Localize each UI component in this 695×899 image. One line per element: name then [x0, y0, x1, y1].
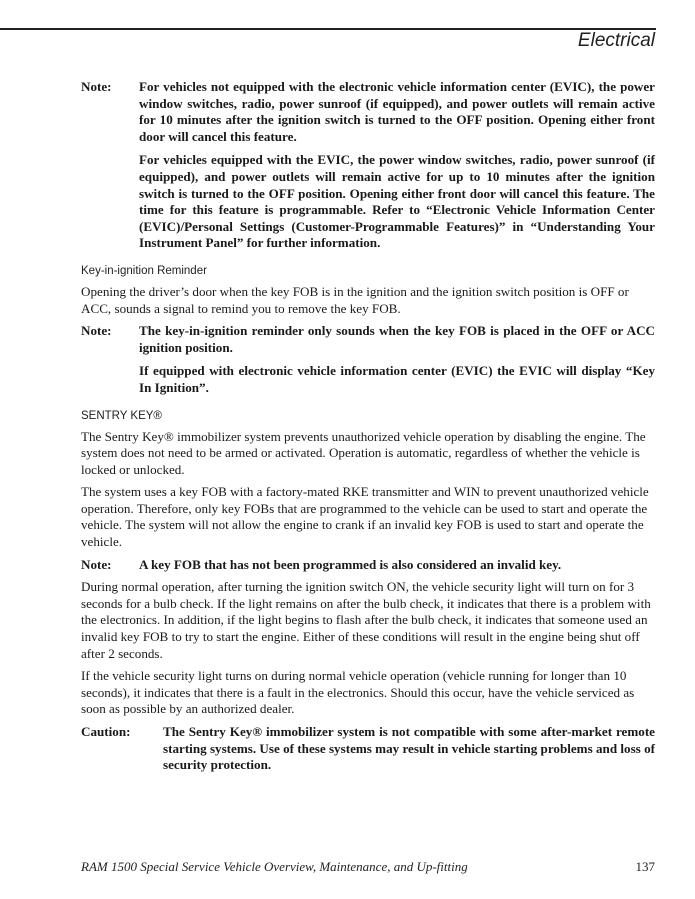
note-text-continued: If equipped with electronic vehicle information center (EVIC) the EVIC will display “Key In Ignition”.	[139, 363, 655, 395]
section-title: Electrical	[577, 30, 655, 51]
note-text-continued: For vehicles equipped with the EVIC, the power window switches, radio, power sunroof (if equipped), and power outlets will remain active for up to 10 minutes after the ignition switch is turned to the OFF position. Opening either front door will cancel this feature. The time for this feature is programmable. Refer to “Electronic Vehicle Information Center (EVIC)/Personal Settings (Customer-Programmable Features)” in “Understanding Your Instrument Panel” for further information.	[139, 152, 655, 251]
sentry-key-heading: SENTRY KEY®	[81, 409, 162, 422]
caution-note	[81, 724, 655, 774]
note-label: Note:	[81, 556, 112, 572]
caution-label: Caution:	[81, 724, 131, 739]
note-label: Note:	[81, 323, 112, 339]
key-reminder-body: Opening the driver’s door when the key FOB is in the ignition and the ignition switch position is OFF or ACC, sounds a signal to remind you to remove the key FOB.	[81, 283, 629, 316]
note-text: The key-in-ignition reminder only sounds when the key FOB is placed in the OFF or ACC ignition position.	[139, 323, 655, 355]
note-label: Note:	[81, 79, 112, 94]
note-text: For vehicles not equipped with the electronic vehicle information center (EVIC), the power window switches, radio, power sunroof (if equipped), and power outlets will remain active for 10 minutes after the ignition switch is turned to the OFF position. Opening either front door will cancel this feature.	[139, 79, 655, 144]
invalid-key-note	[81, 557, 655, 574]
key-reminder-heading: Key-in-ignition Reminder	[81, 264, 207, 277]
header-rule	[0, 28, 656, 30]
key-reminder-note	[81, 323, 655, 356]
page-content	[81, 79, 655, 774]
page-number: 137	[635, 859, 655, 874]
sentry-paragraph: The system uses a key FOB with a factory-mated RKE transmitter and WIN to prevent unauthorized vehicle operation. Therefore, only key FOBs that are programmed to the vehicle can be used to start and operate the vehicle. The system will not allow the engine to crank if an invalid key FOB is used to start and operate the vehicle.	[81, 484, 649, 550]
footer-title: RAM 1500 Special Service Vehicle Overview, Maintenance, and Up-fitting	[81, 859, 468, 874]
note-text: A key FOB that has not been programmed is also considered an invalid key.	[139, 556, 562, 572]
caution-text: The Sentry Key® immobilizer system is not compatible with some after-market remote starting systems. Use of these systems may result in vehicle starting problems and loss of security protection.	[163, 724, 655, 773]
sentry-paragraph: During normal operation, after turning the ignition switch ON, the vehicle security light will turn on for 3 seconds for a bulb check. If the light remains on after the bulb check, it indicates that there is a problem with the electronics. In addition, if the light begins to flash after the bulb check, it indicates that someone used an invalid key FOB to try to start the engine. Either of these conditions will result in the engine being shut off after 2 seconds.	[81, 579, 651, 661]
sentry-paragraph: The Sentry Key® immobilizer system prevents unauthorized vehicle operation by disabling the engine. The system does not need to be armed or activated. Operation is automatic, regardless of whether the vehicle is locked or unlocked.	[81, 428, 646, 477]
evic-note	[81, 79, 655, 145]
sentry-paragraph: If the vehicle security light turns on during normal vehicle operation (vehicle running for longer than 10 seconds), it indicates that there is a fault in the electronics. Should this occur, have the vehicle serviced as soon as possible by an authorized dealer.	[81, 668, 635, 717]
